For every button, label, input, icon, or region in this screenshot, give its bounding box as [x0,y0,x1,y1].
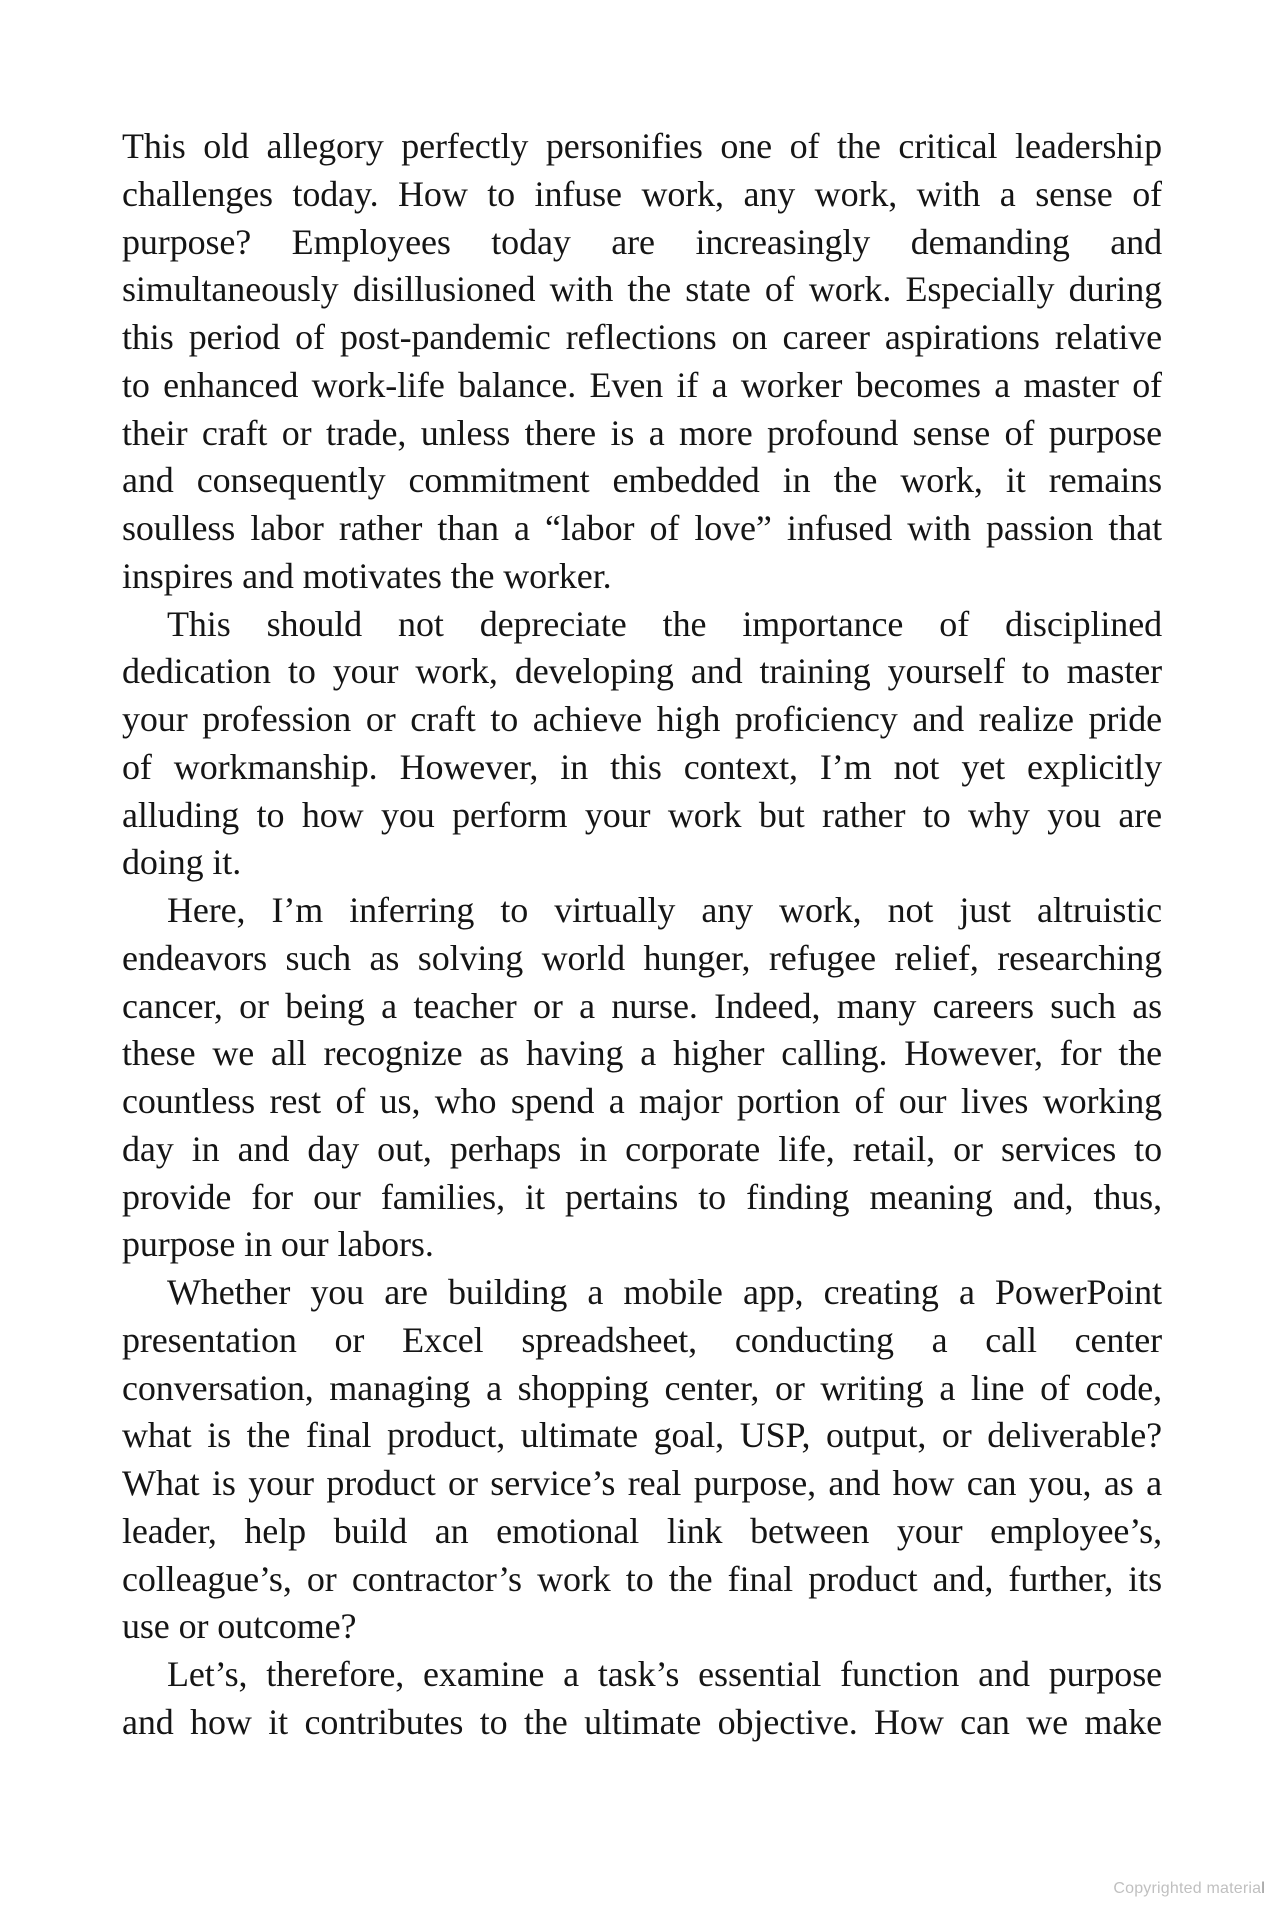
copyright-watermark [1113,1880,1265,1898]
text-line: and consequently commitment embedded in the work, it remains [122,460,1162,501]
text-line: of workmanship. However, in this context, I’m not yet explicitly [122,746,1162,787]
paragraph [122,1269,1162,1651]
page-text [122,123,1162,1747]
text-line: simultaneously disillusioned with the state of work. Especially during [122,269,1162,310]
text-line: colleague’s, or contractor’s work to the final product and, further, its [122,1558,1162,1599]
text-line: their craft or trade, unless there is a more profound sense of purpose [122,412,1162,453]
text-line: cancer, or being a teacher or a nurse. Indeed, many careers such as [122,985,1162,1026]
text-line: This should not depreciate the importance of disciplined [167,603,1162,644]
text-line: Here, I’m inferring to virtually any work, not just altruistic [167,890,1162,930]
text-line: these we all recognize as having a higher calling. However, for the [122,1033,1162,1074]
text-line: What is your product or service’s real purpose, and how can you, as a [122,1463,1162,1503]
text-line: endeavors such as solving world hunger, refugee relief, researching [122,937,1162,978]
text-line: purpose? Employees today are increasingly demanding and [122,221,1162,262]
text-line: provide for our families, it pertains to finding meaning and, thus, [122,1176,1162,1217]
paragraph [122,601,1162,888]
text-line: day in and day out, perhaps in corporate life, retail, or services to [122,1128,1162,1169]
text-line: challenges today. How to infuse work, any work, with a sense of [122,173,1162,214]
text-line: to enhanced work-life balance. Even if a worker becomes a master of [122,364,1162,405]
copyright-watermark-text: Copyrighted materia [1113,1880,1262,1897]
text-line: This old allegory perfectly personifies one of the critical leadership [122,126,1162,166]
text-line: presentation or Excel spreadsheet, conducting a call center [122,1319,1162,1360]
copyright-watermark-text-suffix: l [1261,1880,1265,1897]
text-line: and how it contributes to the ultimate objective. How can we make [122,1701,1162,1742]
text-line: countless rest of us, who spend a major portion of our lives working [122,1081,1162,1121]
text-line: soulless labor rather than a “labor of love” infused with passion that [122,508,1162,548]
paragraph [122,887,1162,1269]
text-line: use or outcome? [122,1606,357,1647]
paragraph [122,123,1162,601]
text-line: purpose in our labors. [122,1224,434,1265]
text-line: conversation, managing a shopping center, or writing a line of code, [122,1367,1162,1408]
text-line: Let’s, therefore, examine a task’s essential function and purpose [167,1654,1162,1694]
text-line: Whether you are building a mobile app, creating a PowerPoint [167,1272,1162,1312]
text-line: inspires and motivates the worker. [122,555,612,596]
text-line: dedication to your work, developing and training yourself to master [122,651,1162,692]
text-line: this period of post-pandemic reflections on career aspirations relative [122,317,1162,357]
text-line: alluding to how you perform your work but rather to why you are [122,794,1162,835]
text-line: your profession or craft to achieve high proficiency and realize pride [122,699,1162,739]
paragraph [122,1651,1162,1747]
text-line: doing it. [122,842,242,883]
text-line: what is the final product, ultimate goal, USP, output, or deliverable? [122,1415,1162,1456]
text-line: leader, help build an emotional link between your employee’s, [122,1510,1162,1551]
